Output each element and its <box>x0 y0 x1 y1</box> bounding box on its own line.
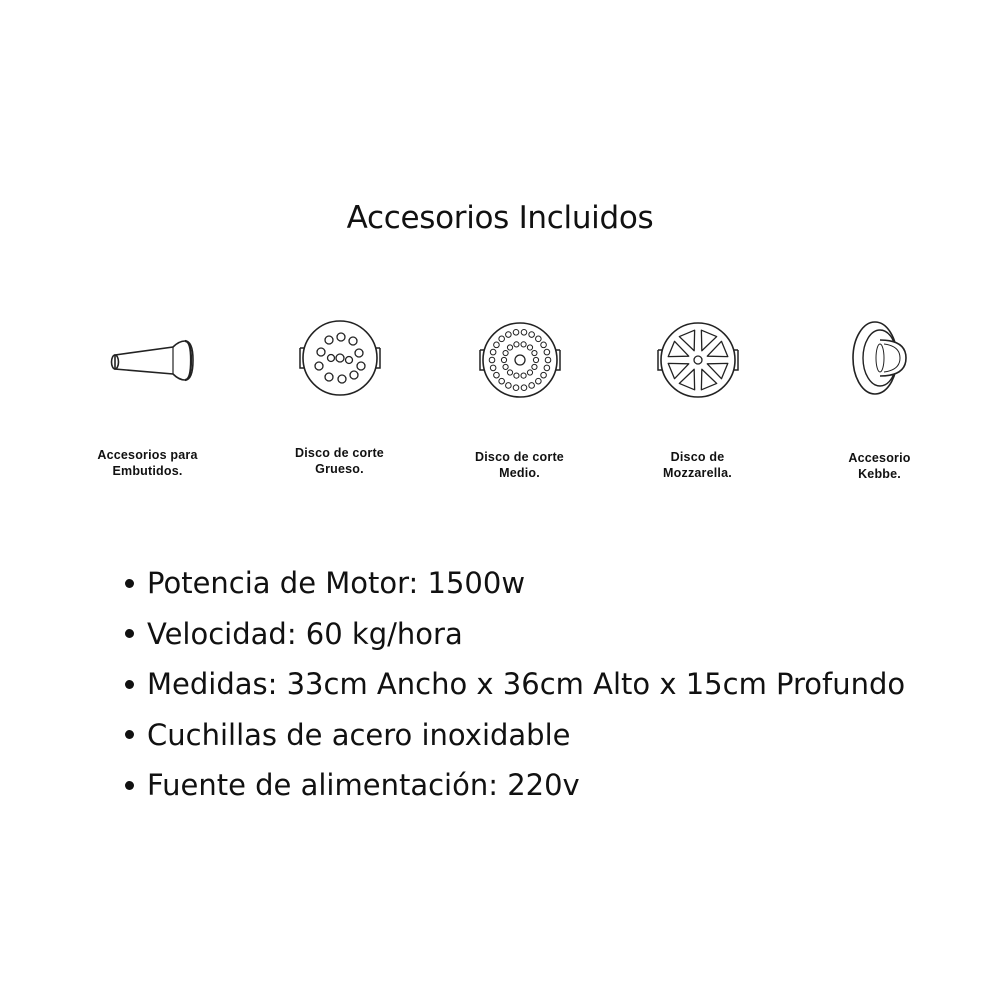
accessory-sausage <box>80 325 215 479</box>
list-item <box>120 609 905 660</box>
list-item <box>120 558 905 609</box>
spec-text: Velocidad: 60 kg/hora <box>147 616 463 651</box>
medium-disc-icon <box>475 320 565 400</box>
accessory-label-line: Accesorios para <box>97 448 198 462</box>
spec-text: Potencia de Motor: 1500w <box>147 566 526 601</box>
list-item <box>120 710 905 761</box>
accessory-label-line: Embutidos. <box>112 464 183 478</box>
section-title: Accesorios Incluidos <box>346 200 654 236</box>
spec-text: Cuchillas de acero inoxidable <box>147 717 571 752</box>
sausage-funnel-icon <box>93 325 203 395</box>
kebbe-icon <box>840 318 920 398</box>
accessory-coarse-disc <box>272 318 407 477</box>
accessory-label-line: Kebbe. <box>858 467 901 481</box>
specs-list <box>120 558 905 811</box>
accessory-medium-disc <box>452 320 587 481</box>
bullet-icon <box>125 730 134 739</box>
accessory-kebbe <box>812 318 947 482</box>
bullet-icon <box>125 781 134 790</box>
bullet-icon <box>125 629 134 638</box>
accessory-label-line: Mozzarella. <box>663 466 732 480</box>
accessory-label-line: Disco de <box>670 450 725 464</box>
list-item <box>120 760 905 811</box>
spec-text: Medidas: 33cm Ancho x 36cm Alto x 15cm Profundo <box>147 667 906 702</box>
accessory-mozzarella-disc <box>630 320 765 481</box>
coarse-disc-icon <box>295 318 385 398</box>
accessory-label-line: Disco de corte <box>475 450 564 464</box>
bullet-icon <box>125 579 134 588</box>
accessory-label-line: Accesorio <box>848 451 911 465</box>
mozzarella-disc-icon <box>653 320 743 400</box>
accessory-label-line: Grueso. <box>315 462 364 476</box>
accessory-label-line: Medio. <box>499 466 540 480</box>
accessory-label-line: Disco de corte <box>295 446 384 460</box>
bullet-icon <box>125 680 134 689</box>
spec-text: Fuente de alimentación: 220v <box>147 768 580 803</box>
list-item <box>120 659 905 710</box>
